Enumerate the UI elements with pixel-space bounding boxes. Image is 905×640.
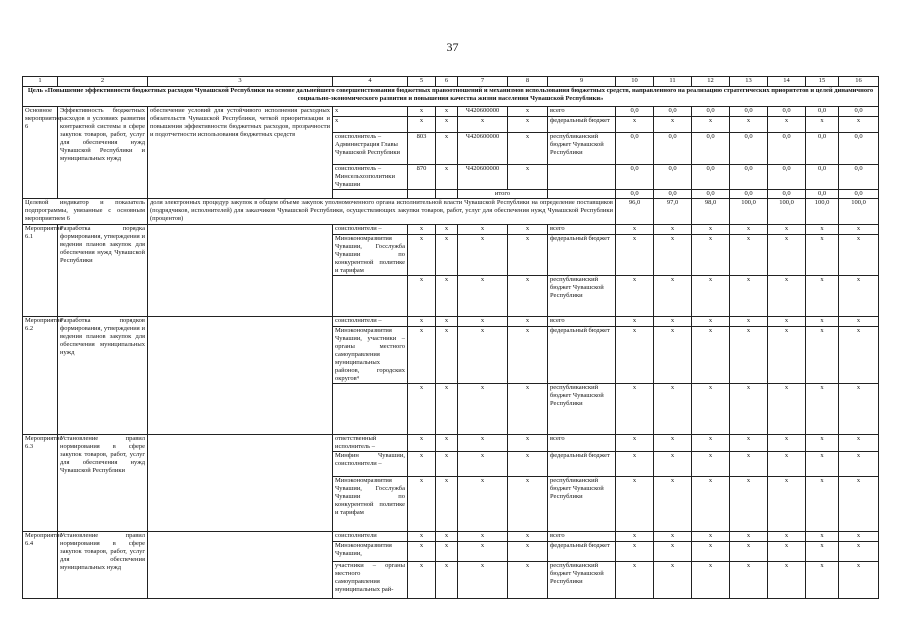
value-cell: х — [730, 235, 768, 276]
measure-label: Мероприятие 6.4 — [23, 532, 58, 599]
code-cell: х — [408, 276, 436, 317]
value-cell: х — [654, 435, 692, 452]
source-cell: федеральный бюджет — [548, 235, 616, 276]
executor-cell: соисполнитель – Администрация Главы Чувашской Республики — [333, 133, 408, 165]
indicator-text: доля электронных процедур закупок в общем объеме закупок уполномоченного органа исполнительной власти Чувашской Республики на определение поставщиков (подрядчиков, исполнителей) для заказчиков Чувашской Республики, осуществляющих закупки товаров, работ, услуг для обеспечения нужд Чувашской Республики (процентов) — [148, 199, 616, 225]
code-cell: х — [508, 452, 548, 477]
column-header-7: 7 — [458, 77, 508, 87]
value-cell: х — [839, 225, 879, 235]
executor-cell: Минэкономразвития Чувашии, — [333, 542, 408, 562]
code-cell: х — [458, 276, 508, 317]
value-cell: х — [730, 435, 768, 452]
value-cell: х — [806, 317, 839, 327]
code-cell: х — [458, 317, 508, 327]
code-cell: х — [458, 452, 508, 477]
value-cell: х — [768, 276, 806, 317]
value-cell: х — [806, 327, 839, 384]
measure-name: Разработка порядков формирования, утверждения и ведения планов закупок для обеспечения муниципальных нужд — [58, 317, 148, 435]
value-cell: х — [692, 117, 730, 133]
value-cell: 0,0 — [730, 107, 768, 117]
code-cell: х — [408, 317, 436, 327]
indicator-value: 97,0 — [654, 199, 692, 225]
code-cell: 870 — [408, 165, 436, 190]
code-cell — [436, 190, 458, 199]
column-header-6: 6 — [436, 77, 458, 87]
value-cell: х — [730, 317, 768, 327]
value-cell: х — [839, 435, 879, 452]
value-cell: х — [768, 532, 806, 542]
code-cell: Ч420600000 — [458, 133, 508, 165]
value-cell: 0,0 — [692, 165, 730, 190]
value-cell: х — [730, 562, 768, 599]
value-cell: 0,0 — [806, 133, 839, 165]
value-cell: 0,0 — [692, 190, 730, 199]
value-cell: х — [806, 562, 839, 599]
code-cell: х — [508, 317, 548, 327]
value-cell: 0,0 — [654, 133, 692, 165]
code-cell: х — [408, 435, 436, 452]
value-cell: х — [692, 542, 730, 562]
value-cell: х — [692, 327, 730, 384]
column-header-8: 8 — [508, 77, 548, 87]
value-cell: х — [806, 235, 839, 276]
measure-name: Установление правил нормирования в сфере закупок товаров, работ, услуг для обеспечения муниципальных нужд — [58, 532, 148, 599]
page-number: 37 — [446, 40, 459, 54]
value-cell: х — [768, 477, 806, 532]
value-cell: х — [692, 435, 730, 452]
column-header-4: 4 — [333, 77, 408, 87]
value-cell: 0,0 — [730, 133, 768, 165]
source-cell: всего — [548, 435, 616, 452]
value-cell: х — [806, 117, 839, 133]
executor-cell: соисполнители — [333, 532, 408, 542]
value-cell: 0,0 — [654, 107, 692, 117]
table-row — [23, 435, 879, 452]
executor-cell: соисполнители – — [333, 317, 408, 327]
value-cell: х — [839, 276, 879, 317]
measure-description: обеспечение условий для устойчивого исполнения расходных обязательств Чувашской Республики, четкой приоритизации и повышения эффективности бюджетных расходов, прозрачности и подотчетности использования бюджетных средств — [148, 107, 333, 199]
code-cell: х — [458, 542, 508, 562]
value-cell: 0,0 — [730, 190, 768, 199]
value-cell: 0,0 — [839, 165, 879, 190]
code-cell: х — [436, 317, 458, 327]
executor-cell: х — [333, 107, 408, 117]
value-cell: х — [839, 452, 879, 477]
source-cell: всего — [548, 225, 616, 235]
executor-cell: соисполнители – — [333, 225, 408, 235]
value-cell: х — [654, 477, 692, 532]
value-cell: х — [692, 532, 730, 542]
value-cell: х — [654, 235, 692, 276]
value-cell: х — [806, 435, 839, 452]
code-cell: х — [458, 477, 508, 532]
source-cell: федеральный бюджет — [548, 117, 616, 133]
column-header-2: 2 — [58, 77, 148, 87]
code-cell: х — [458, 435, 508, 452]
code-cell: х — [436, 435, 458, 452]
code-cell: х — [408, 107, 436, 117]
code-cell: х — [508, 133, 548, 165]
code-cell: х — [436, 327, 458, 384]
value-cell: х — [616, 542, 654, 562]
value-cell: х — [730, 542, 768, 562]
value-cell: 0,0 — [768, 133, 806, 165]
code-cell: х — [508, 532, 548, 542]
goal-row — [23, 87, 879, 107]
value-cell: х — [839, 327, 879, 384]
code-cell: х — [408, 384, 436, 435]
column-header-9: 9 — [548, 77, 616, 87]
code-cell: х — [436, 235, 458, 276]
code-cell: Ч420600000 — [458, 165, 508, 190]
code-cell: х — [458, 384, 508, 435]
column-header-1: 1 — [23, 77, 58, 87]
value-cell: х — [692, 235, 730, 276]
value-cell: х — [839, 117, 879, 133]
source-cell: всего — [548, 107, 616, 117]
value-cell: х — [806, 276, 839, 317]
executor-cell — [333, 190, 408, 199]
value-cell: х — [654, 384, 692, 435]
value-cell: 0,0 — [616, 165, 654, 190]
value-cell: х — [616, 532, 654, 542]
measure-description — [148, 435, 333, 532]
value-cell: х — [654, 562, 692, 599]
measure-name: Разработка порядка формирования, утверждения и ведения планов закупок для обеспечения нужд Чувашской Республики — [58, 225, 148, 317]
value-cell: х — [616, 117, 654, 133]
code-cell: х — [458, 327, 508, 384]
value-cell: х — [839, 532, 879, 542]
column-header-5: 5 — [408, 77, 436, 87]
code-cell: х — [508, 235, 548, 276]
measure-description — [148, 225, 333, 317]
indicator-value: 98,0 — [692, 199, 730, 225]
value-cell: х — [692, 317, 730, 327]
code-cell: х — [436, 477, 458, 532]
value-cell: х — [654, 327, 692, 384]
value-cell: х — [654, 317, 692, 327]
value-cell: х — [692, 562, 730, 599]
executor-cell: Минэкономразвития Чувашии, Госслужба Чувашии по конкурентной политике и тарифам — [333, 477, 408, 532]
indicator-value: 100,0 — [839, 199, 879, 225]
value-cell: х — [768, 452, 806, 477]
value-cell: х — [839, 235, 879, 276]
value-cell: х — [768, 225, 806, 235]
column-header-10: 10 — [616, 77, 654, 87]
indicator-value: 100,0 — [730, 199, 768, 225]
value-cell: х — [806, 542, 839, 562]
value-cell: 0,0 — [839, 190, 879, 199]
program-table — [22, 76, 879, 599]
value-cell: х — [806, 532, 839, 542]
code-cell: х — [436, 133, 458, 165]
value-cell: х — [730, 117, 768, 133]
value-cell: х — [768, 562, 806, 599]
measure-label: Основное мероприятие 6 — [23, 107, 58, 199]
code-cell: х — [458, 235, 508, 276]
value-cell: 0,0 — [768, 190, 806, 199]
value-cell: х — [692, 452, 730, 477]
value-cell: х — [692, 384, 730, 435]
executor-cell: соисполнитель – Минсельхозполитики Чувашии — [333, 165, 408, 190]
source-cell: республиканский бюджет Чувашской Республики — [548, 477, 616, 532]
value-cell: х — [806, 384, 839, 435]
code-cell: х — [436, 225, 458, 235]
code-cell — [408, 190, 436, 199]
value-cell: х — [839, 477, 879, 532]
value-cell: 0,0 — [616, 107, 654, 117]
executor-cell: х — [333, 117, 408, 133]
code-cell: х — [436, 107, 458, 117]
value-cell: х — [654, 117, 692, 133]
source-cell: федеральный бюджет — [548, 452, 616, 477]
code-cell: х — [508, 165, 548, 190]
value-cell: 0,0 — [806, 107, 839, 117]
value-cell: х — [692, 276, 730, 317]
executor-cell: Минэкономразвития Чувашии, участники – органы местного самоуправления муниципальных районов, городских округов⁴ — [333, 327, 408, 384]
value-cell: х — [730, 477, 768, 532]
executor-cell — [333, 384, 408, 435]
code-cell: х — [408, 327, 436, 384]
value-cell: 0,0 — [806, 165, 839, 190]
code-cell: х — [408, 235, 436, 276]
code-cell: х — [408, 532, 436, 542]
code-cell: 803 — [408, 133, 436, 165]
code-cell: х — [508, 327, 548, 384]
indicator-value: 96,0 — [616, 199, 654, 225]
value-cell: х — [806, 225, 839, 235]
column-header-3: 3 — [148, 77, 333, 87]
value-cell: х — [806, 452, 839, 477]
value-cell: 0,0 — [654, 190, 692, 199]
value-cell: х — [616, 327, 654, 384]
measure-label: Мероприятие 6.2 — [23, 317, 58, 435]
code-cell: х — [436, 165, 458, 190]
measure-label: Мероприятие 6.3 — [23, 435, 58, 532]
code-cell: х — [408, 225, 436, 235]
code-cell: х — [436, 276, 458, 317]
value-cell: х — [768, 384, 806, 435]
value-cell: 0,0 — [654, 165, 692, 190]
source-cell: республиканский бюджет Чувашской Республики — [548, 276, 616, 317]
value-cell: х — [730, 532, 768, 542]
source-cell — [548, 165, 616, 190]
code-cell: х — [408, 452, 436, 477]
code-cell: х — [436, 384, 458, 435]
code-cell: х — [508, 107, 548, 117]
measure-label: Мероприятие 6.1 — [23, 225, 58, 317]
value-cell: х — [768, 542, 806, 562]
code-cell: х — [408, 562, 436, 599]
value-cell: х — [806, 477, 839, 532]
value-cell: 0,0 — [692, 133, 730, 165]
code-cell: х — [436, 542, 458, 562]
value-cell: 0,0 — [616, 133, 654, 165]
value-cell: х — [616, 235, 654, 276]
value-cell: х — [768, 117, 806, 133]
source-cell: всего — [548, 532, 616, 542]
value-cell: х — [654, 452, 692, 477]
executor-cell: Минфин Чувашии, соисполнители – — [333, 452, 408, 477]
value-cell: х — [616, 562, 654, 599]
code-cell: х — [408, 477, 436, 532]
code-cell: х — [508, 117, 548, 133]
value-cell: х — [654, 542, 692, 562]
code-cell: х — [508, 435, 548, 452]
code-cell: х — [508, 225, 548, 235]
goal-text: Цель «Повышение эффективности бюджетных расходов Чувашской Республики на основе дальнейшего совершенствования бюджетных правоотношений и механизмов использования бюджетных средств, направленного на реализацию стратегических приоритетов и целей динамичного социально-экономического развития и повышения качества жизни населения Чувашской Республики» — [23, 87, 879, 107]
value-cell: х — [839, 317, 879, 327]
value-cell: х — [616, 452, 654, 477]
value-cell: х — [616, 477, 654, 532]
executor-cell: ответственный исполнитель – — [333, 435, 408, 452]
measure-name: Установление правил нормирования в сфере закупок товаров, работ, услуг для обеспечения нужд Чувашской Республики — [58, 435, 148, 532]
column-header-13: 13 — [730, 77, 768, 87]
source-cell: республиканский бюджет Чувашской Республики — [548, 384, 616, 435]
measure-description — [148, 317, 333, 435]
code-cell: х — [458, 532, 508, 542]
source-cell: всего — [548, 317, 616, 327]
indicator-value: 100,0 — [768, 199, 806, 225]
total-label: итого — [458, 190, 548, 199]
column-header-14: 14 — [768, 77, 806, 87]
executor-cell: Минэкономразвития Чувашии, Госслужба Чувашии по конкурентной политике и тарифам — [333, 235, 408, 276]
value-cell: 0,0 — [692, 107, 730, 117]
value-cell: х — [692, 225, 730, 235]
code-cell: х — [436, 452, 458, 477]
value-cell: х — [616, 225, 654, 235]
table-row — [23, 225, 879, 235]
value-cell: х — [839, 562, 879, 599]
source-cell: федеральный бюджет — [548, 542, 616, 562]
value-cell: 0,0 — [806, 190, 839, 199]
value-cell: х — [692, 477, 730, 532]
code-cell: х — [508, 542, 548, 562]
column-header-16: 16 — [839, 77, 879, 87]
column-header-11: 11 — [654, 77, 692, 87]
value-cell: х — [730, 452, 768, 477]
value-cell: х — [730, 384, 768, 435]
column-header-15: 15 — [806, 77, 839, 87]
indicator-row — [23, 199, 879, 225]
code-cell: х — [408, 117, 436, 133]
value-cell: х — [839, 542, 879, 562]
value-cell: 0,0 — [839, 107, 879, 117]
header-row — [23, 77, 879, 87]
source-cell: федеральный бюджет — [548, 327, 616, 384]
code-cell: х — [458, 117, 508, 133]
code-cell: х — [436, 117, 458, 133]
value-cell: х — [654, 276, 692, 317]
column-header-12: 12 — [692, 77, 730, 87]
value-cell: 0,0 — [768, 107, 806, 117]
measure-description — [148, 532, 333, 599]
value-cell: х — [768, 327, 806, 384]
code-cell: х — [458, 225, 508, 235]
source-cell — [548, 190, 616, 199]
value-cell: х — [616, 276, 654, 317]
table-body — [23, 77, 879, 599]
source-cell: республиканский бюджет Чувашской Республики — [548, 133, 616, 165]
code-cell: х — [508, 384, 548, 435]
value-cell: х — [730, 276, 768, 317]
executor-cell: участники – органы местного самоуправления муниципальных рай- — [333, 562, 408, 599]
code-cell: х — [458, 562, 508, 599]
value-cell: х — [616, 317, 654, 327]
value-cell: х — [768, 435, 806, 452]
source-cell: республиканский бюджет Чувашской Республики — [548, 562, 616, 599]
measure-name: Эффективность бюджетных расходов в условиях развития контрактной системы в сфере закупок товаров, работ, услуг для обеспечения нужд Чувашской Республики и муниципальных нужд — [58, 107, 148, 199]
value-cell: 0,0 — [768, 165, 806, 190]
code-cell: х — [508, 562, 548, 599]
value-cell: х — [839, 384, 879, 435]
code-cell: х — [508, 276, 548, 317]
executor-cell — [333, 276, 408, 317]
value-cell: 0,0 — [730, 165, 768, 190]
value-cell: х — [654, 225, 692, 235]
code-cell: х — [436, 562, 458, 599]
value-cell: 0,0 — [839, 133, 879, 165]
value-cell: х — [768, 317, 806, 327]
table-row — [23, 317, 879, 327]
value-cell: х — [730, 225, 768, 235]
code-cell: х — [508, 477, 548, 532]
value-cell: 0,0 — [616, 190, 654, 199]
value-cell: х — [768, 235, 806, 276]
code-cell: х — [408, 542, 436, 562]
indicator-label: Целевой индикатор и показатель подпрограммы, увязанные с основным мероприятием 6 — [23, 199, 148, 225]
value-cell: х — [616, 384, 654, 435]
table-row — [23, 532, 879, 542]
value-cell: х — [730, 327, 768, 384]
value-cell: х — [654, 532, 692, 542]
code-cell: х — [436, 532, 458, 542]
table-row — [23, 107, 879, 117]
code-cell: Ч420600000 — [458, 107, 508, 117]
value-cell: х — [616, 435, 654, 452]
indicator-value: 100,0 — [806, 199, 839, 225]
